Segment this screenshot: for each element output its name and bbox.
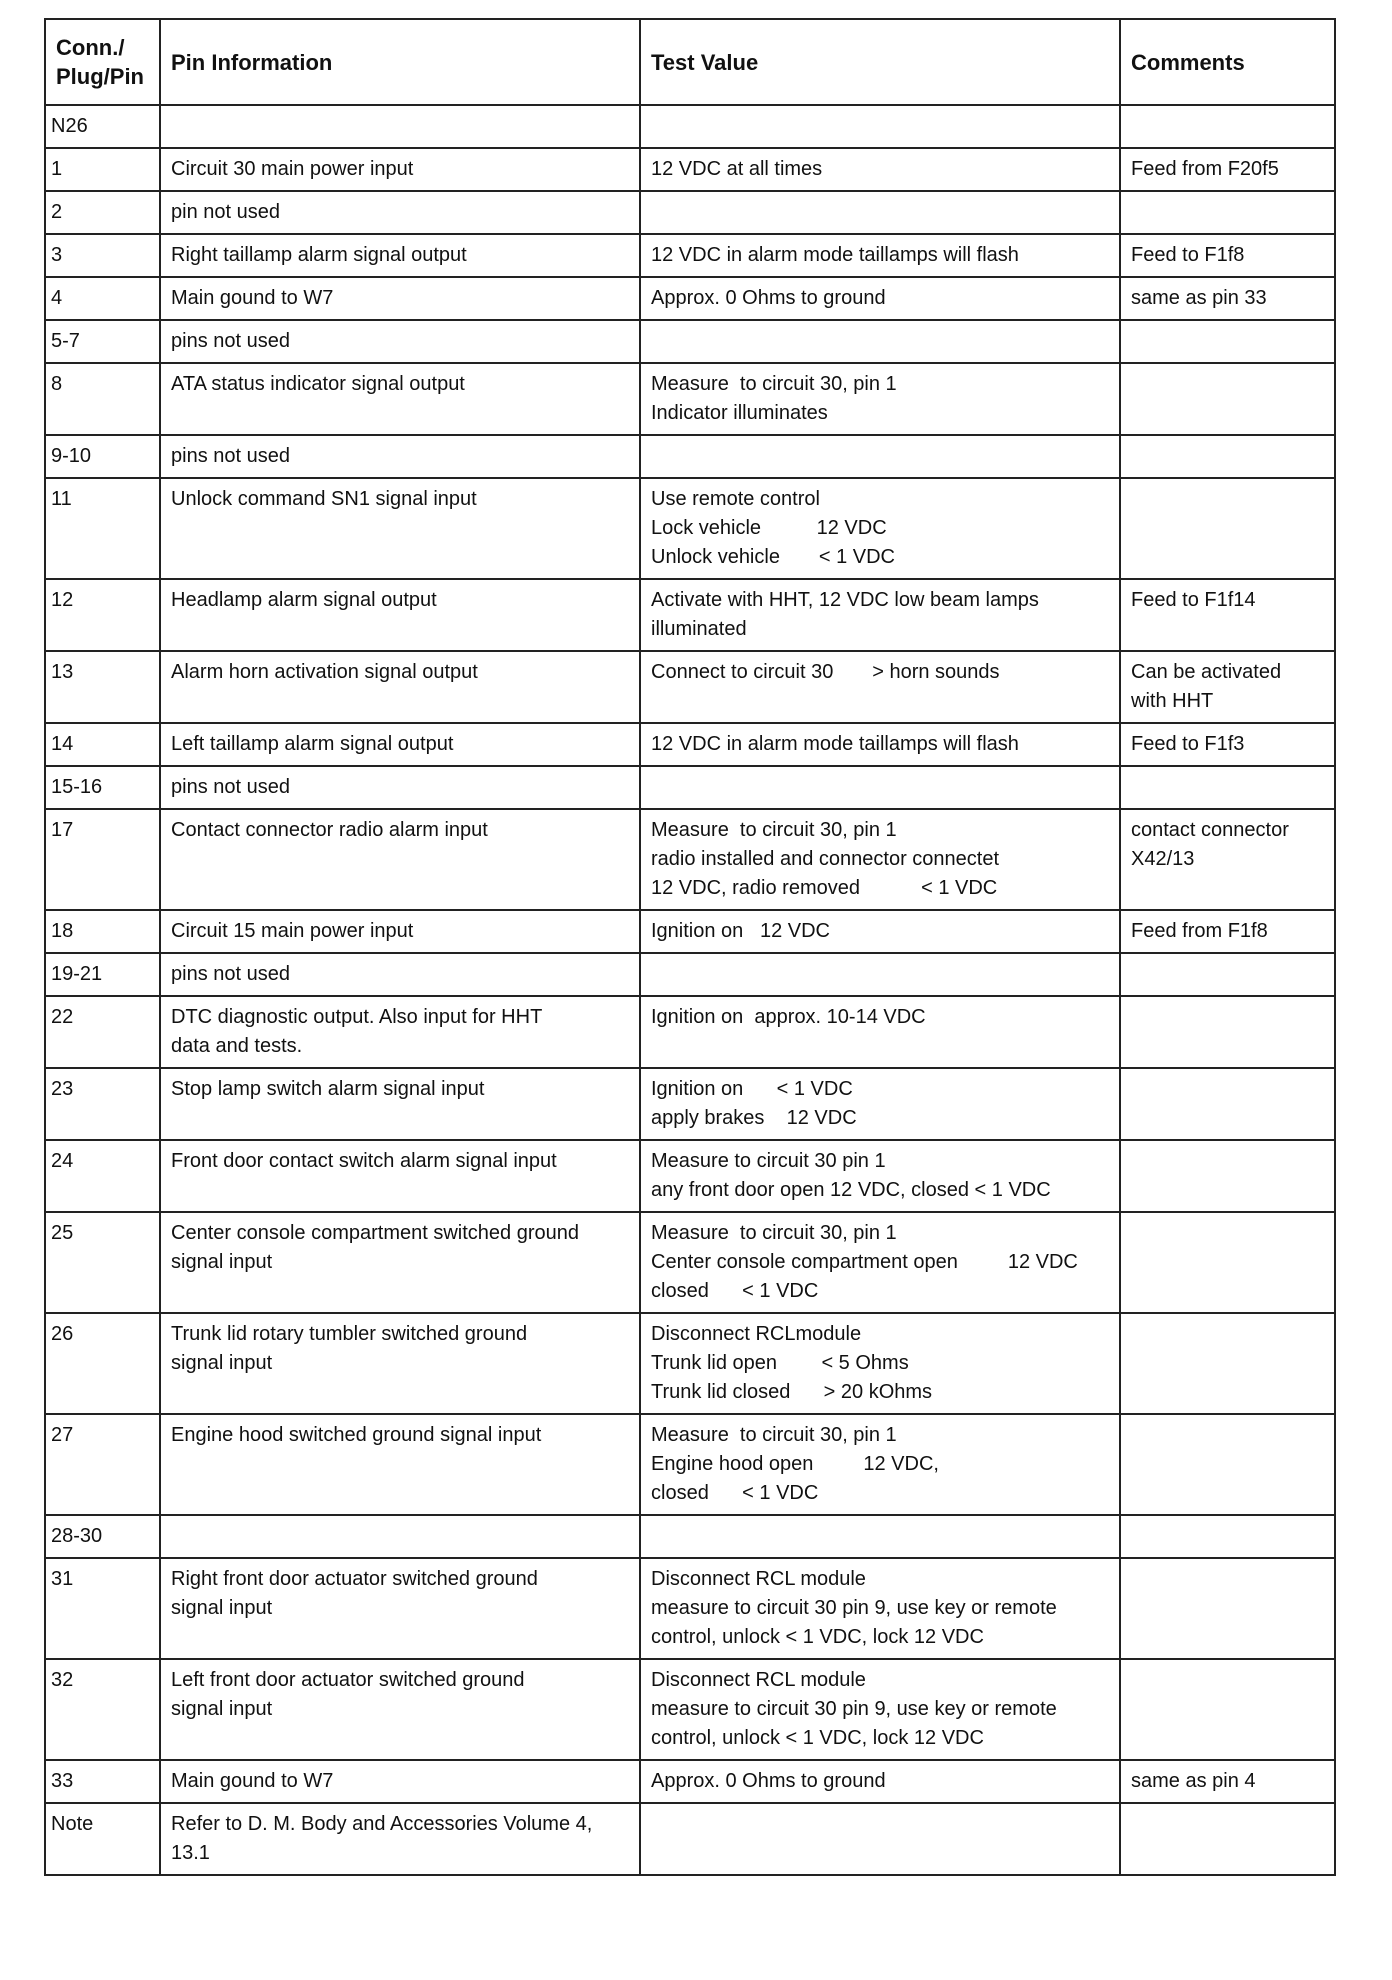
pin-cell (45, 1068, 160, 1140)
test-line: Ignition on < 1 VDC (651, 1078, 853, 1100)
table-row (45, 320, 1335, 363)
test-cell (640, 1313, 1120, 1414)
comments-line: contact connector (1131, 819, 1289, 841)
table-row (45, 651, 1335, 723)
pin-label: 13 (51, 661, 74, 683)
table-row (45, 478, 1335, 579)
pin-cell (45, 320, 160, 363)
pin-label: 24 (51, 1150, 74, 1172)
test-line: Use remote control (651, 488, 820, 510)
comments-cell (1120, 1515, 1335, 1558)
comments-cell (1120, 277, 1335, 320)
pin-label: 5-7 (51, 330, 80, 352)
test-line: Unlock vehicle < 1 VDC (651, 546, 895, 568)
info-cell (160, 105, 640, 148)
info-line: data and tests. (171, 1035, 303, 1057)
test-line: Engine hood open 12 VDC, (651, 1453, 939, 1475)
pin-cell (45, 277, 160, 320)
comments-cell (1120, 1659, 1335, 1760)
test-cell (640, 1140, 1120, 1212)
info-line: signal input (171, 1352, 273, 1374)
test-cell (640, 277, 1120, 320)
comments-cell (1120, 579, 1335, 651)
pin-cell (45, 478, 160, 579)
table-row (45, 191, 1335, 234)
test-line: Disconnect RCLmodule (651, 1323, 862, 1345)
test-line: Trunk lid open < 5 Ohms (651, 1352, 909, 1374)
test-line: Ignition on 12 VDC (651, 920, 830, 942)
info-line: 13.1 (171, 1842, 210, 1864)
test-line: 12 VDC in alarm mode taillamps will flash (651, 244, 1019, 266)
test-cell (640, 105, 1120, 148)
table-row (45, 105, 1335, 148)
test-cell (640, 910, 1120, 953)
pin-label: 8 (51, 373, 63, 395)
test-cell (640, 723, 1120, 766)
test-cell (640, 651, 1120, 723)
pin-label: N26 (51, 115, 88, 137)
pin-cell (45, 651, 160, 723)
pin-label: Note (51, 1813, 94, 1835)
test-line: Lock vehicle 12 VDC (651, 517, 887, 539)
pin-label: 22 (51, 1006, 74, 1028)
info-cell (160, 809, 640, 910)
test-line: illuminated (651, 618, 747, 640)
info-cell (160, 1760, 640, 1803)
comments-cell (1120, 1558, 1335, 1659)
test-cell (640, 766, 1120, 809)
test-cell (640, 1558, 1120, 1659)
pin-label: 12 (51, 589, 74, 611)
table-row (45, 1140, 1335, 1212)
comments-cell (1120, 910, 1335, 953)
test-line: Measure to circuit 30 pin 1 (651, 1150, 886, 1172)
comments-line: same as pin 33 (1131, 287, 1267, 309)
comments-cell (1120, 953, 1335, 996)
pin-label: 26 (51, 1323, 74, 1345)
header-test: Test Value (640, 19, 1120, 105)
pin-label: 18 (51, 920, 74, 942)
comments-cell (1120, 478, 1335, 579)
test-line: Center console compartment open 12 VDC (651, 1251, 1078, 1273)
pin-cell (45, 363, 160, 435)
test-line: Connect to circuit 30 > horn sounds (651, 661, 1000, 683)
info-line: Right front door actuator switched ground (171, 1568, 538, 1590)
comments-line: Feed to F1f14 (1131, 589, 1256, 611)
test-cell (640, 234, 1120, 277)
table-row (45, 1558, 1335, 1659)
test-line: Ignition on approx. 10-14 VDC (651, 1006, 926, 1028)
pin-label: 17 (51, 819, 74, 841)
comments-cell (1120, 1212, 1335, 1313)
comments-line: Feed to F1f8 (1131, 244, 1245, 266)
comments-cell (1120, 766, 1335, 809)
header-pin (45, 19, 160, 105)
info-line: Engine hood switched ground signal input (171, 1424, 542, 1446)
test-line: measure to circuit 30 pin 9, use key or remote (651, 1597, 1057, 1619)
test-line: Approx. 0 Ohms to ground (651, 1770, 886, 1792)
info-line: Contact connector radio alarm input (171, 819, 488, 841)
test-cell (640, 579, 1120, 651)
test-line: Disconnect RCL module (651, 1568, 866, 1590)
info-cell (160, 435, 640, 478)
header-info: Pin Information (160, 19, 640, 105)
info-cell (160, 320, 640, 363)
comments-cell (1120, 1140, 1335, 1212)
info-line: Front door contact switch alarm signal input (171, 1150, 557, 1172)
comments-line: X42/13 (1131, 848, 1195, 870)
pin-cell (45, 1140, 160, 1212)
comments-cell (1120, 1313, 1335, 1414)
table-row (45, 1515, 1335, 1558)
test-line: Measure to circuit 30, pin 1 (651, 819, 897, 841)
table-row (45, 996, 1335, 1068)
test-cell (640, 435, 1120, 478)
test-line: closed < 1 VDC (651, 1280, 819, 1302)
test-line: Approx. 0 Ohms to ground (651, 287, 886, 309)
info-line: signal input (171, 1251, 273, 1273)
info-line: Unlock command SN1 signal input (171, 488, 477, 510)
info-cell (160, 1659, 640, 1760)
pin-cell (45, 766, 160, 809)
pin-cell (45, 435, 160, 478)
pin-information-table (44, 18, 1336, 1876)
pin-label: 19-21 (51, 963, 103, 985)
pin-label: 33 (51, 1770, 74, 1792)
test-cell (640, 320, 1120, 363)
info-line: ATA status indicator signal output (171, 373, 465, 395)
table-row (45, 1659, 1335, 1760)
pin-cell (45, 723, 160, 766)
table-row (45, 1760, 1335, 1803)
test-cell (640, 809, 1120, 910)
pin-label: 14 (51, 733, 74, 755)
test-line: Activate with HHT, 12 VDC low beam lamps (651, 589, 1039, 611)
comments-cell (1120, 105, 1335, 148)
comments-cell (1120, 996, 1335, 1068)
info-line: signal input (171, 1698, 273, 1720)
table-row (45, 435, 1335, 478)
pin-label: 3 (51, 244, 63, 266)
test-line: Disconnect RCL module (651, 1669, 866, 1691)
comments-line: Feed from F1f8 (1131, 920, 1268, 942)
table-row (45, 809, 1335, 910)
test-line: control, unlock < 1 VDC, lock 12 VDC (651, 1727, 984, 1749)
test-line: radio installed and connector connectet (651, 848, 1000, 870)
test-cell (640, 363, 1120, 435)
comments-cell (1120, 435, 1335, 478)
test-line: Indicator illuminates (651, 402, 828, 424)
info-line: Center console compartment switched ground (171, 1222, 579, 1244)
info-cell (160, 579, 640, 651)
info-line: Main gound to W7 (171, 1770, 334, 1792)
table-row (45, 579, 1335, 651)
pin-label: 28-30 (51, 1525, 103, 1547)
test-line: 12 VDC, radio removed < 1 VDC (651, 877, 998, 899)
info-cell (160, 1313, 640, 1414)
pin-table-document (44, 18, 1334, 1876)
table-row (45, 1212, 1335, 1313)
test-cell (640, 1803, 1120, 1875)
info-cell (160, 766, 640, 809)
comments-cell (1120, 191, 1335, 234)
pin-label: 27 (51, 1424, 74, 1446)
info-line: Alarm horn activation signal output (171, 661, 478, 683)
pin-label: 32 (51, 1669, 74, 1691)
comments-line: Feed from F20f5 (1131, 158, 1279, 180)
comments-cell (1120, 1803, 1335, 1875)
test-line: apply brakes 12 VDC (651, 1107, 857, 1129)
info-cell (160, 1140, 640, 1212)
test-cell (640, 1414, 1120, 1515)
pin-cell (45, 1760, 160, 1803)
info-line: pin not used (171, 201, 280, 223)
table-row (45, 1414, 1335, 1515)
header-pin-line-1: Conn./ (56, 35, 125, 60)
info-cell (160, 723, 640, 766)
test-cell (640, 1760, 1120, 1803)
comments-cell (1120, 651, 1335, 723)
test-line: Measure to circuit 30, pin 1 (651, 1222, 897, 1244)
test-cell (640, 1212, 1120, 1313)
info-line: Trunk lid rotary tumbler switched ground (171, 1323, 528, 1345)
table-row (45, 277, 1335, 320)
test-cell (640, 191, 1120, 234)
pin-label: 15-16 (51, 776, 103, 798)
comments-cell (1120, 1414, 1335, 1515)
pin-label: 1 (51, 158, 63, 180)
test-cell (640, 1068, 1120, 1140)
info-cell (160, 363, 640, 435)
table-row (45, 1068, 1335, 1140)
info-cell (160, 1414, 640, 1515)
test-cell (640, 148, 1120, 191)
info-cell (160, 651, 640, 723)
test-cell (640, 996, 1120, 1068)
table-row (45, 148, 1335, 191)
comments-cell (1120, 234, 1335, 277)
test-cell (640, 1515, 1120, 1558)
info-line: DTC diagnostic output. Also input for HHT (171, 1006, 543, 1028)
table-row (45, 1313, 1335, 1414)
test-line: Measure to circuit 30, pin 1 (651, 373, 897, 395)
test-line: any front door open 12 VDC, closed < 1 VDC (651, 1179, 1051, 1201)
test-line: Trunk lid closed > 20 kOhms (651, 1381, 933, 1403)
info-line: Refer to D. M. Body and Accessories Volume 4, (171, 1813, 593, 1835)
pin-label: 9-10 (51, 445, 92, 467)
table-row (45, 234, 1335, 277)
info-cell (160, 148, 640, 191)
info-cell (160, 1558, 640, 1659)
comments-line: Can be activated (1131, 661, 1282, 683)
comments-cell (1120, 1760, 1335, 1803)
pin-label: 4 (51, 287, 63, 309)
pin-cell (45, 191, 160, 234)
comments-cell (1120, 1068, 1335, 1140)
pin-label: 25 (51, 1222, 74, 1244)
pin-cell (45, 1558, 160, 1659)
table-row (45, 766, 1335, 809)
pin-cell (45, 809, 160, 910)
comments-line: Feed to F1f3 (1131, 733, 1245, 755)
test-cell (640, 1659, 1120, 1760)
header-row (45, 19, 1335, 105)
pin-label: 2 (51, 201, 63, 223)
test-line: measure to circuit 30 pin 9, use key or remote (651, 1698, 1057, 1720)
test-line: closed < 1 VDC (651, 1482, 819, 1504)
info-line: Circuit 30 main power input (171, 158, 414, 180)
info-line: signal input (171, 1597, 273, 1619)
info-line: Right taillamp alarm signal output (171, 244, 467, 266)
test-cell (640, 953, 1120, 996)
info-cell (160, 478, 640, 579)
pin-cell (45, 1515, 160, 1558)
info-line: pins not used (171, 776, 290, 798)
info-line: pins not used (171, 963, 290, 985)
pin-label: 31 (51, 1568, 74, 1590)
pin-cell (45, 234, 160, 277)
test-line: Measure to circuit 30, pin 1 (651, 1424, 897, 1446)
info-cell (160, 910, 640, 953)
table-row (45, 953, 1335, 996)
info-cell (160, 234, 640, 277)
test-line: 12 VDC in alarm mode taillamps will flash (651, 733, 1019, 755)
info-cell (160, 277, 640, 320)
table-row (45, 910, 1335, 953)
pin-cell (45, 148, 160, 191)
comments-cell (1120, 809, 1335, 910)
table-row (45, 723, 1335, 766)
info-line: Stop lamp switch alarm signal input (171, 1078, 485, 1100)
comments-line: with HHT (1131, 690, 1214, 712)
info-line: pins not used (171, 445, 290, 467)
comments-cell (1120, 723, 1335, 766)
comments-line: same as pin 4 (1131, 1770, 1256, 1792)
info-cell (160, 1515, 640, 1558)
info-line: Circuit 15 main power input (171, 920, 414, 942)
comments-cell (1120, 320, 1335, 363)
info-line: pins not used (171, 330, 290, 352)
info-cell (160, 191, 640, 234)
info-cell (160, 953, 640, 996)
test-line: 12 VDC at all times (651, 158, 823, 180)
pin-cell (45, 910, 160, 953)
header-pin-line-2: Plug/Pin (56, 64, 144, 89)
pin-cell (45, 579, 160, 651)
table-row (45, 363, 1335, 435)
header-comments: Comments (1120, 19, 1335, 105)
pin-cell (45, 1313, 160, 1414)
pin-cell (45, 1212, 160, 1313)
info-line: Left front door actuator switched ground (171, 1669, 525, 1691)
pin-cell (45, 105, 160, 148)
info-cell (160, 1068, 640, 1140)
table-row (45, 1803, 1335, 1875)
pin-cell (45, 1414, 160, 1515)
comments-cell (1120, 363, 1335, 435)
info-line: Headlamp alarm signal output (171, 589, 437, 611)
comments-cell (1120, 148, 1335, 191)
pin-cell (45, 1803, 160, 1875)
test-line: control, unlock < 1 VDC, lock 12 VDC (651, 1626, 984, 1648)
pin-cell (45, 1659, 160, 1760)
info-line: Main gound to W7 (171, 287, 334, 309)
info-line: Left taillamp alarm signal output (171, 733, 454, 755)
info-cell (160, 996, 640, 1068)
test-cell (640, 478, 1120, 579)
pin-cell (45, 953, 160, 996)
pin-label: 23 (51, 1078, 74, 1100)
info-cell (160, 1212, 640, 1313)
pin-label: 11 (51, 488, 72, 510)
info-cell (160, 1803, 640, 1875)
pin-cell (45, 996, 160, 1068)
